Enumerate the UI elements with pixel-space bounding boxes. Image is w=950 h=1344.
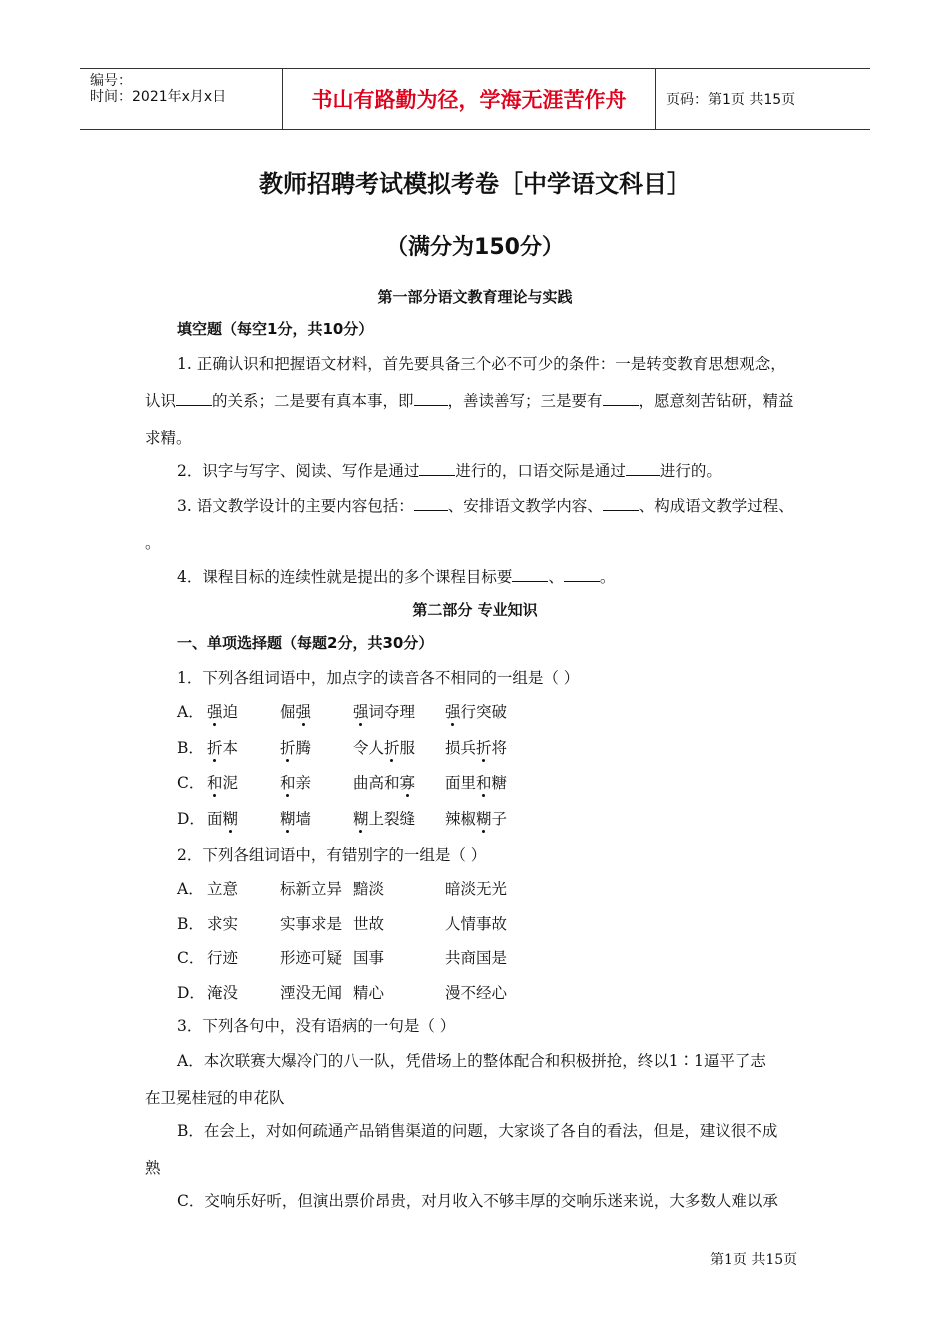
- p2-q2: 2．下列各组词语中，有错别字的一组是（ ）: [177, 846, 487, 864]
- emphasis-dot-char: 强: [353, 703, 369, 721]
- option-word: 糊上裂缝: [353, 809, 416, 828]
- option-word: 倔强: [280, 703, 312, 721]
- option-word: 世故: [353, 914, 385, 933]
- emphasis-dot-char: 糊: [353, 809, 369, 828]
- option-word: 实事求是: [280, 914, 343, 933]
- p2-q3: 3．下列各句中，没有语病的一句是（ ）: [177, 1017, 456, 1035]
- emphasis-dot-char: 和: [280, 774, 296, 792]
- option-word: 折腾: [280, 738, 312, 757]
- emphasis-dot-char: 强: [445, 703, 461, 721]
- option-word: 折本: [207, 738, 239, 757]
- page-header: [80, 68, 870, 130]
- option-word: 漫不经心: [445, 983, 508, 1002]
- emphasis-dot-char: 折: [476, 738, 492, 757]
- p1-q2: [177, 459, 722, 481]
- option-word: 精心: [353, 983, 385, 1002]
- p1-q1-line2: [145, 389, 794, 411]
- p1-q3-text: 3. 语文教学设计的主要内容包括：: [177, 497, 414, 515]
- emphasis-dot-char: 折: [384, 738, 400, 757]
- option-label: D．: [177, 809, 205, 828]
- option-word: 形迹可疑: [280, 949, 343, 967]
- option-word: 求实: [207, 914, 239, 933]
- answer-blank[interactable]: [564, 567, 600, 582]
- p1-q1-text: ，愿意刻苦钻研，精益: [638, 392, 794, 410]
- option-word: 立意: [207, 880, 239, 898]
- option-word: 黯淡: [353, 880, 385, 898]
- time-label: 时间：2021年x月x日: [90, 89, 227, 105]
- option-word: 人情事故: [445, 914, 508, 933]
- emphasis-dot-char: 糊: [476, 809, 492, 828]
- p1-q3-text: 、构成语文教学过程、: [638, 497, 794, 515]
- part2-heading: 第二部分 专业知识: [412, 601, 538, 619]
- option-word: 面糊: [207, 809, 239, 828]
- number-label: 编号：: [90, 73, 132, 89]
- p1-q1-line1: 1. 正确认识和把握语文材料，首先要具备三个必不可少的条件：一是转变教育思想观念，: [177, 355, 786, 373]
- emphasis-dot-char: 强: [207, 703, 223, 721]
- option-word: 强迫: [207, 703, 239, 721]
- page-footer: 第1页 共15页: [710, 1252, 798, 1268]
- answer-blank[interactable]: [419, 461, 455, 476]
- option-word: 行迹: [207, 949, 239, 967]
- emphasis-dot-char: 寡: [399, 774, 416, 792]
- p1-q4-text: 。: [599, 568, 616, 586]
- option-word: 辣椒糊子: [445, 809, 508, 828]
- p1-q3-text: 、安排语文教学内容、: [447, 497, 603, 515]
- answer-blank[interactable]: [512, 567, 548, 582]
- p1-q2-text: 进行的。: [659, 462, 722, 480]
- p1-q4-text: 4．课程目标的连续性就是提出的多个课程目标要: [177, 568, 513, 586]
- p1-q4: [177, 565, 615, 587]
- option-label: A．: [177, 880, 204, 898]
- p1-q1-text: ，善读善写；三是要有: [447, 392, 603, 410]
- option-word: 湮没无闻: [280, 983, 343, 1002]
- p2-q3-option-b-line2: 熟: [145, 1159, 161, 1177]
- p1-q1-line3: 求精。: [145, 429, 192, 447]
- part1-section-title: 填空题（每空1分，共10分）: [177, 320, 374, 338]
- p2-q3-option-b-line1: B．在会上，对如何疏通产品销售渠道的问题，大家谈了各自的看法，但是，建议很不成: [177, 1122, 778, 1140]
- exam-subtitle: （满分为150分）: [386, 235, 564, 260]
- option-word: 面里和糖: [445, 774, 508, 792]
- option-label: B．: [177, 914, 204, 933]
- option-word: 和亲: [280, 774, 312, 792]
- answer-blank[interactable]: [414, 391, 448, 406]
- option-word: 标新立异: [280, 880, 343, 898]
- option-word: 和泥: [207, 774, 239, 792]
- option-word: 强词夺理: [353, 703, 416, 721]
- option-word: 强行突破: [445, 703, 508, 721]
- emphasis-dot-char: 折: [280, 738, 296, 757]
- answer-blank[interactable]: [603, 496, 639, 511]
- p2-q3-option-a-line2: 在卫冕桂冠的申花队: [145, 1089, 285, 1107]
- option-word: 国事: [353, 949, 385, 967]
- header-meta: [80, 69, 282, 129]
- emphasis-dot-char: 糊: [222, 809, 239, 828]
- p1-q2-text: 进行的，口语交际是通过: [455, 462, 626, 480]
- answer-blank[interactable]: [603, 391, 639, 406]
- answer-blank[interactable]: [626, 461, 660, 476]
- option-word: 共商国是: [445, 949, 508, 967]
- p2-q3-option-a-line1: A．本次联赛大爆冷门的八一队，凭借场上的整体配合和积极拼抢，终以1∶1逼平了志: [177, 1052, 766, 1070]
- answer-blank[interactable]: [176, 391, 212, 406]
- option-label: C．: [177, 774, 205, 792]
- option-word: 暗淡无光: [445, 880, 508, 898]
- part1-heading: 第一部分语文教育理论与实践: [377, 288, 573, 306]
- emphasis-dot-char: 糊: [280, 809, 296, 828]
- header-page-info: 页码：第1页 共15页: [666, 92, 796, 108]
- emphasis-dot-char: 强: [295, 703, 312, 721]
- emphasis-dot-char: 和: [207, 774, 223, 792]
- header-motto: 书山有路勤为径，学海无涯苦作舟: [282, 69, 656, 129]
- part2-section-title: 一、单项选择题（每题2分，共30分）: [177, 634, 434, 652]
- p1-q3: [177, 494, 794, 516]
- option-word: 淹没: [207, 983, 239, 1002]
- p1-q3-end: 。: [145, 534, 161, 552]
- option-label: C．: [177, 949, 205, 967]
- option-label: D．: [177, 983, 205, 1002]
- answer-blank[interactable]: [414, 496, 448, 511]
- option-label: A．: [177, 703, 204, 721]
- option-word: 曲高和寡: [353, 774, 416, 792]
- option-word: 损兵折将: [445, 738, 508, 757]
- p1-q4-text: 、: [548, 568, 564, 586]
- p1-q1-text: 的关系；二是要有真本事，即: [212, 392, 414, 410]
- p1-q1-text: 认识: [145, 392, 177, 410]
- option-word: 糊墙: [280, 809, 312, 828]
- option-word: 令人折服: [353, 738, 416, 757]
- p2-q1: 1．下列各组词语中，加点字的读音各不相同的一组是（ ）: [177, 669, 580, 687]
- option-label: B．: [177, 738, 204, 757]
- emphasis-dot-char: 折: [207, 738, 223, 757]
- p1-q2-text: 2．识字与写字、阅读、写作是通过: [177, 462, 420, 480]
- emphasis-dot-char: 和: [476, 774, 492, 792]
- p2-q3-option-c-line1: C．交响乐好听，但演出票价昂贵，对月收入不够丰厚的交响乐迷来说，大多数人难以承: [177, 1192, 778, 1210]
- exam-title: 教师招聘考试模拟考卷［中学语文科目］: [259, 170, 691, 198]
